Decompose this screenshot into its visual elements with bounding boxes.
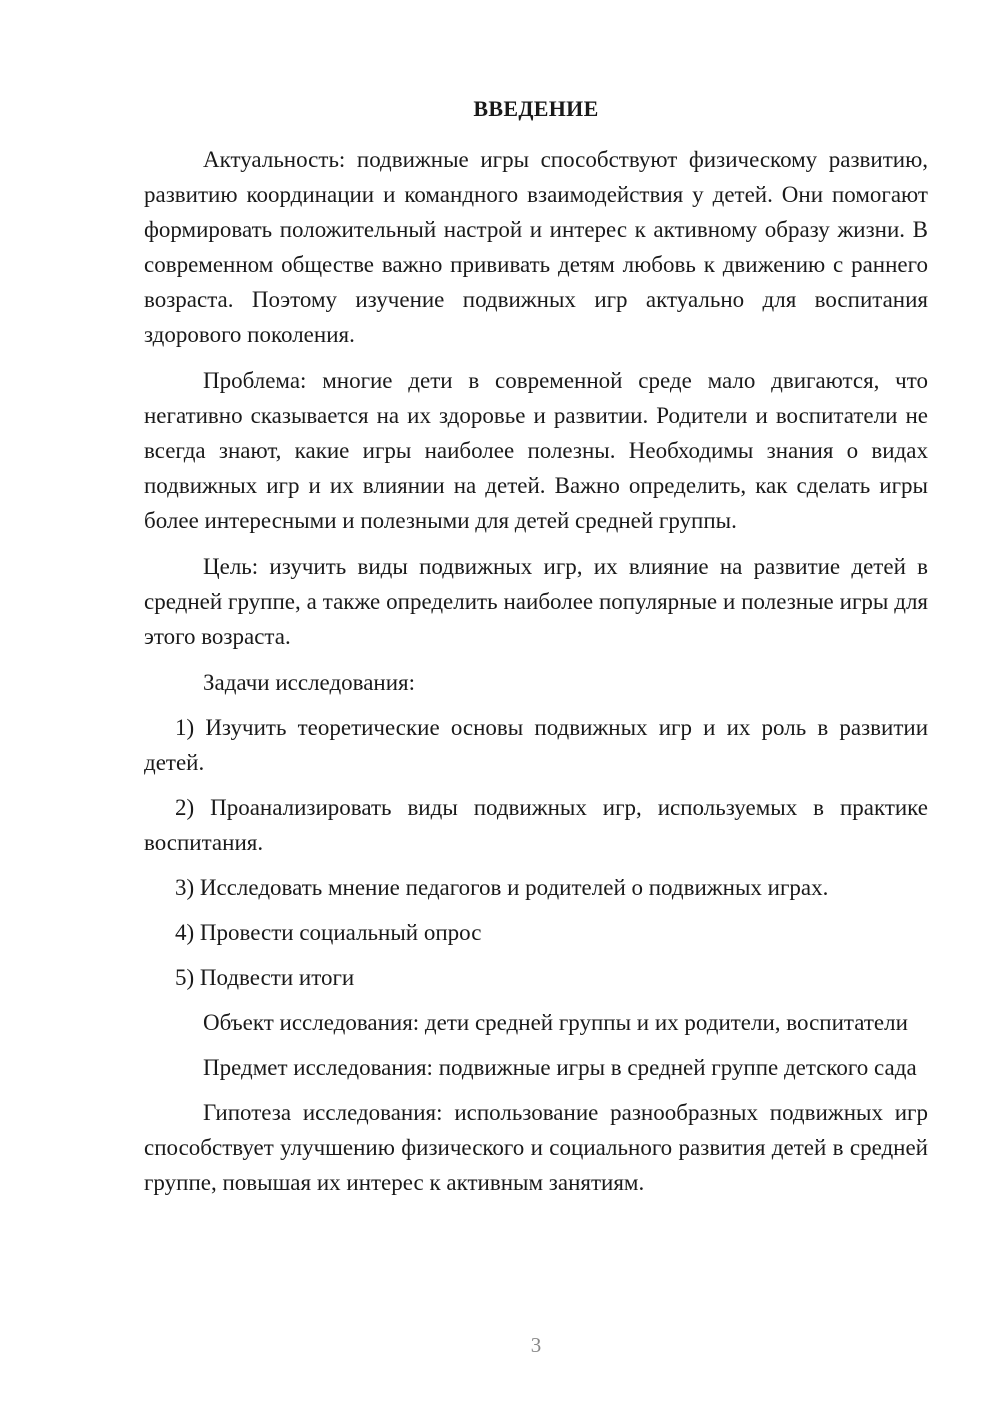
- paragraph-problem: Проблема: многие дети в современной среде мало двигаются, что негативно сказывается на их здоровье и развитии. Родители и воспитатели не всегда знают, какие игры наиболее полезны. Необходимы знания о видах подвижных игр и их влиянии на детей. Важно определить, как сделать игры более интересными и полезными для детей средней группы.: [144, 368, 928, 533]
- paragraph-relevance: Актуальность: подвижные игры способствуют физическому развитию, развитию координации и командного взаимодействия у детей. Они помогают формировать положительный настрой и интерес к активному образу жизни. В современном обществе важно прививать детям любовь к движению с раннего возраста. Поэтому изучение подвижных игр актуально для воспитания здорового поколения.: [144, 147, 928, 347]
- list-item: 5) Подвести итоги: [175, 965, 355, 990]
- tasks-heading: Задачи исследования:: [203, 670, 416, 695]
- page-title: ВВЕДЕНИЕ: [473, 96, 599, 121]
- list-item: 1) Изучить теоретические основы подвижных игр и их роль в развитии детей.: [144, 715, 928, 775]
- paragraph-subject: Предмет исследования: подвижные игры в средней группе детского сада: [203, 1055, 917, 1080]
- paragraph-object: Объект исследования: дети средней группы и их родители, воспитатели: [203, 1010, 908, 1035]
- paragraph-hypothesis: Гипотеза исследования: использование разнообразных подвижных игр способствует улучшению физического и социального развития детей в средней группе, повышая их интерес к активным занятиям.: [144, 1100, 928, 1195]
- list-item: 4) Провести социальный опрос: [175, 920, 482, 945]
- list-item: 2) Проанализировать виды подвижных игр, используемых в практике воспитания.: [144, 795, 928, 855]
- paragraph-goal: Цель: изучить виды подвижных игр, их влияние на развитие детей в средней группе, а также определить наиболее популярные и полезные игры для этого возраста.: [144, 554, 928, 649]
- page-number: 3: [530, 1333, 542, 1357]
- list-item: 3) Исследовать мнение педагогов и родителей о подвижных играх.: [175, 875, 829, 900]
